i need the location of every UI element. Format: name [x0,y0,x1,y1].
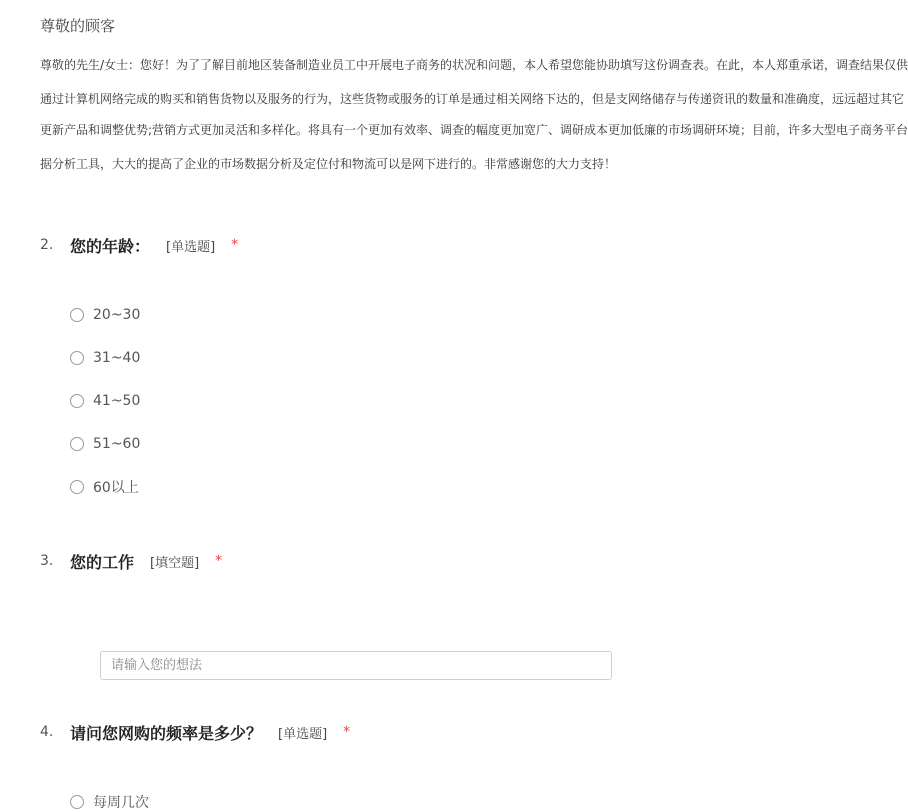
radio-icon[interactable] [70,394,84,408]
question-title: 您的工作 [70,552,135,572]
age-option-31-40[interactable] [70,348,140,368]
question-type: [单选题] [166,239,216,255]
question-type: [单选题] [278,726,328,742]
option-label: 51~60 [93,436,141,452]
option-label: 41~50 [93,393,141,409]
question-number: 3. [40,553,54,569]
intro-line: 尊敬的先生/女士：您好！为了了解目前地区装备制造业员工中开展电子商务的状况和问题，本人希望您能协助填写这份调查表。在此，本人郑重承诺，调查结果仅供 [40,58,908,72]
question-title: 您的年龄： [70,236,151,256]
radio-icon[interactable] [70,480,84,494]
radio-icon[interactable] [70,308,84,322]
age-option-51-60[interactable] [70,434,140,454]
option-label: 31~40 [93,350,141,366]
question-shopping-frequency [40,719,350,745]
required-marker: * [231,237,239,253]
age-option-20-30[interactable] [70,305,140,325]
question-number: 2. [40,237,54,253]
option-label: 60以上 [93,480,139,496]
intro-line: 更新产品和调整优势;营销方式更加灵活和多样化。将具有一个更加有效率、调查的幅度更加宽广、调研成本更加低廉的市场调研环境；目前，许多大型电子商务平台 [40,123,908,137]
intro-line: 据分析工具，大大的提高了企业的市场数据分析及定位付和物流可以是网下进行的。非常感谢您的大力支持！ [40,157,617,171]
radio-icon[interactable] [70,351,84,365]
radio-icon[interactable] [70,795,84,809]
required-marker: * [215,553,223,569]
option-label: 20~30 [93,307,141,323]
question-age [40,232,238,258]
question-job [40,548,222,574]
greeting-title: 尊敬的顾客 [40,17,116,35]
job-input[interactable] [100,651,612,680]
question-number: 4. [40,724,54,740]
required-marker: * [343,724,351,740]
question-type: [填空题] [150,555,200,571]
option-label: 每周几次 [93,795,149,811]
question-title: 请问您网购的频率是多少？ [70,723,263,743]
intro-line: 通过计算机网络完成的购买和销售货物以及服务的行为，这些货物或服务的订单是通过相关网络下达的，但是支网络储存与传递资讯的数量和准确度，远远超过其它 [40,92,905,106]
radio-icon[interactable] [70,437,84,451]
age-option-60-plus[interactable] [70,477,139,497]
age-option-41-50[interactable] [70,391,140,411]
frequency-option-weekly[interactable] [70,792,149,812]
